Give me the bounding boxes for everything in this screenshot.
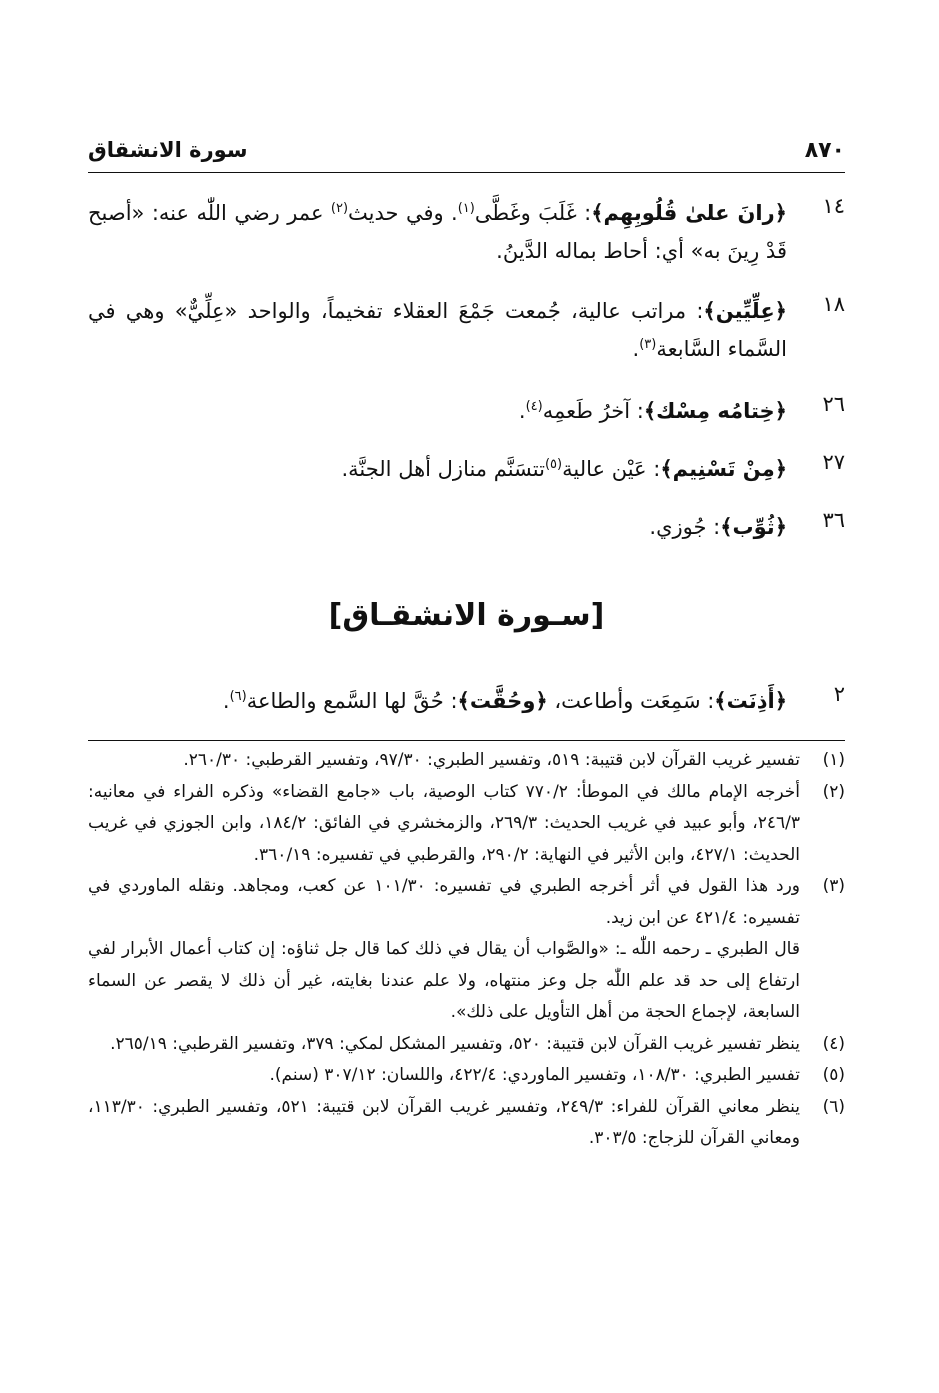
footnote-ref[interactable]: (٢) (330, 201, 349, 216)
verse-number: ١٤ (822, 194, 845, 218)
gloss-text: عمر رضي اللّٰه عنه: «أصبح قَدْ رِينَ به» أي: أحاط بماله الدَّينُ. (88, 201, 787, 263)
page-number: ٨٧٠ (804, 138, 845, 163)
entry-18 (88, 292, 845, 372)
gloss-text: . وفي حديث (348, 201, 458, 225)
footnote-number: (٤) (822, 1033, 845, 1054)
quran-phrase: ﴿عِلِّيِّين﴾ (703, 299, 787, 323)
verse-number: ٢ (833, 682, 845, 706)
footnote-ref[interactable]: (٣) (639, 337, 657, 352)
entry-text (88, 450, 787, 488)
footnote-ref[interactable]: (٤) (525, 399, 543, 414)
entry-14 (88, 194, 845, 274)
footnote-ref[interactable]: (٦) (229, 689, 247, 704)
gloss-text: . (632, 337, 640, 361)
footnote-ref[interactable]: (٥) (544, 457, 563, 472)
gloss-text: : آخرُ طَعمِه (542, 399, 644, 423)
quran-phrase: ﴿ثُوِّب﴾ (720, 515, 787, 539)
footnote-4 (88, 1029, 845, 1061)
verse-number: ٢٧ (822, 450, 845, 474)
footnote-number: (٦) (822, 1096, 845, 1117)
entry-27 (88, 450, 845, 490)
gloss-text: : غَلَبَ وغَطَّى (474, 201, 592, 225)
footnote-text: ينظر معاني القرآن للفراء: ٢٤٩/٣، وتفسير غريب القرآن لابن قتيبة: ٥٢١، وتفسير الطبري: ١١٣/٣٠، ومعاني القرآن للزجاج: ٣٠٣/٥. (88, 1096, 800, 1148)
footnote-number: (٢) (822, 781, 845, 802)
gloss-text: : سَمِعَت وأطاعت، (547, 689, 715, 713)
verse-number: ٢٦ (822, 392, 845, 416)
footnote-number: (٣) (822, 876, 845, 896)
verse-number: ١٨ (822, 292, 845, 316)
entry-text (88, 392, 787, 430)
entry-2 (88, 682, 845, 722)
footnote-text: قال الطبري ـ رحمه اللّٰه ـ: «والصَّواب أن يقال في ذلك كما قال جل ثناؤه: إن كتاب أعمال الأبرار لفي ارتفاع إلى حد قد علم اللّٰه جل وعز منتهاه، ولا علم عندنا بغايته، غير أن ذلك لا يقصر عن السماء السابعة، لإجماع الحجة من أهل التأويل على ذلك». (88, 939, 800, 1022)
gloss-text: . (518, 399, 526, 423)
surah-heading: [سـورة الانشقـاق] (328, 598, 605, 633)
footnote-text: ورد هذا القول في أثر أخرجه الطبري في تفسيره: ١٠١/٣٠ عن كعب، ومجاهد. ونقله الماوردي في تفسيره: ٤٢١/٤ عن ابن زيد. (88, 876, 800, 928)
footnotes (88, 745, 845, 1155)
gloss-text: : جُوزي. (649, 515, 721, 539)
footnote-text: أخرجه الإمام مالك في الموطأ: ٧٧٠/٢ كتاب الوصية، باب «جامع القضاء» وذكره الفراء في معانيه: ٢٤٦/٣، وأبو عبيد في غريب الحديث: ٢٦٩/٣، والزمخشري في الفائق: ١٨٤/٢، وابن الجوزي في غريب الحديث: ٤٢٧/١، وابن الأثير في النهاية: ٢٩٠/٢، والقرطبي في تفسيره: ٣٦٠/١٩. (88, 781, 801, 865)
entry-text (88, 508, 787, 546)
running-header (88, 138, 845, 174)
quran-phrase: ﴿مِنْ تَسْنِيم﴾ (660, 457, 787, 481)
footnote-6 (88, 1092, 845, 1155)
entry-36 (88, 508, 845, 548)
footnote-1 (88, 745, 845, 777)
entry-26 (88, 392, 845, 432)
footnote-separator (88, 740, 845, 741)
gloss-text: . (222, 689, 230, 713)
gloss-text: : حُقَّ لها السَّمع والطاعة (246, 689, 458, 713)
footnote-ref[interactable]: (١) (457, 201, 475, 216)
gloss-text: تتسَنَّم منازل أهل الجنَّة. (341, 457, 545, 481)
gloss-text: : مراتب عالية، جُمعت جَمْعَ العقلاء تفخيماً، والواحد «عِلِّيٌّ» وهي في السَّماء السَّابعة (88, 299, 787, 361)
footnote-3 (88, 871, 845, 1029)
running-title: سورة الانشقاق (88, 138, 248, 162)
quran-phrase: ﴿رانَ علىٰ قُلُوبِهِم﴾ (591, 201, 787, 225)
verse-number: ٣٦ (822, 508, 845, 532)
entry-text (88, 194, 787, 270)
entry-text (88, 682, 787, 720)
footnote-2 (88, 777, 845, 872)
footnote-number: (٥) (822, 1065, 845, 1085)
footnote-number: (١) (822, 750, 845, 770)
footnote-text: ينظر تفسير غريب القرآن لابن قتيبة: ٥٢٠، وتفسير المشكل لمكي: ٣٧٩، وتفسير القرطبي: ٢٦٥/١٩. (110, 1033, 800, 1054)
header-rule (88, 172, 845, 173)
quran-phrase: ﴿وحُقَّت﴾ (457, 689, 548, 713)
quran-phrase: ﴿أَذِنَت﴾ (714, 689, 787, 713)
gloss-text: : عَيْن عالية (562, 457, 661, 481)
entry-text (88, 292, 787, 368)
footnote-text: تفسير الطبري: ١٠٨/٣٠، وتفسير الماوردي: ٤٢٢/٤، واللسان: ٣٠٧/١٢ (سنم). (269, 1065, 800, 1085)
footnote-5 (88, 1060, 845, 1092)
quran-phrase: ﴿خِتامُه مِسْك﴾ (643, 399, 787, 423)
footnote-text: تفسير غريب القرآن لابن قتيبة: ٥١٩، وتفسير الطبري: ٩٧/٣٠، وتفسير القرطبي: ٢٦٠/٣٠. (183, 750, 800, 770)
